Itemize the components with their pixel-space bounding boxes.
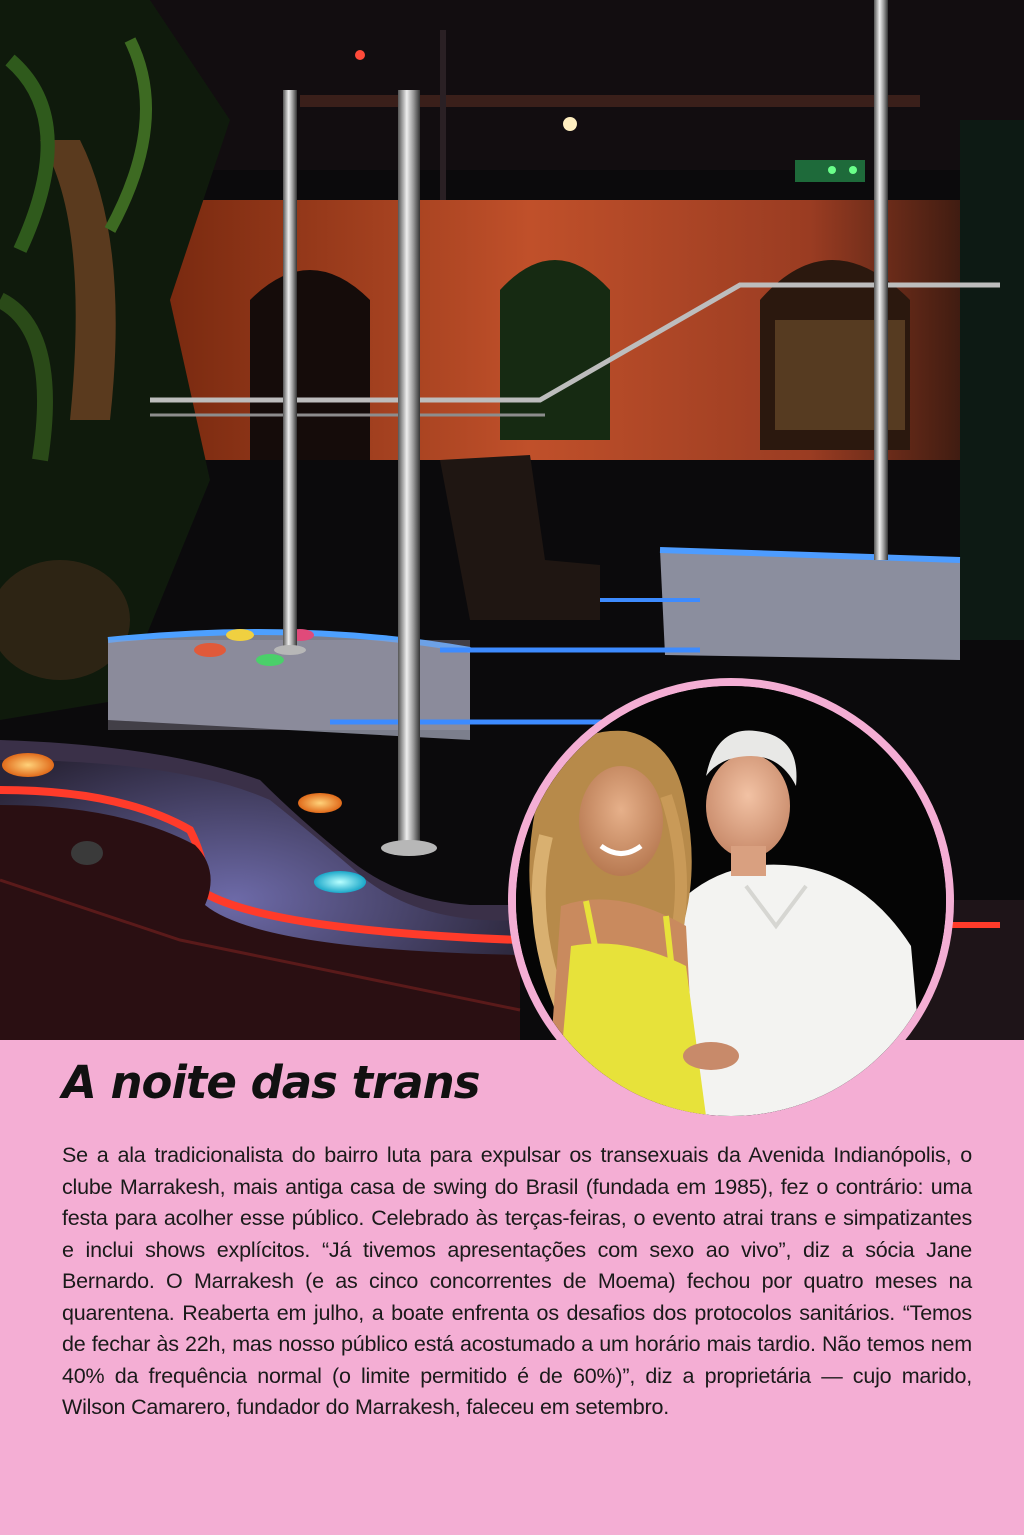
inset-photo-frame bbox=[508, 678, 954, 1124]
article-body: Se a ala tradicionalista do bairro luta para expulsar os transexuais da Avenida Indianópolis, o clube Marrakesh, mais antiga casa de swing do Brasil (fundada em 1985), fez o contrário: uma festa para acolher esse público. Celebrado às terças-feiras, o evento atrai trans e simpatizantes e inclui shows explícitos. “Já tivemos apresentações com sexo ao vivo”, diz a sócia Jane Bernardo. O Marrakesh (e as cinco concorrentes de Moema) fechou por quatro meses na quarentena. Reaberta em julho, a boate enfrenta os desafios dos protocolos sanitários. “Temos de fechar às 22h, mas nosso público está acostumado a um horário mais tardio. Não temos nem 40% da frequência normal (o limite permitido é de 60%)”, diz a proprietária — cujo marido, Wilson Camarero, fundador do Marrakesh, faleceu em setembro. bbox=[62, 1143, 972, 1419]
couple-portrait-photo bbox=[516, 686, 946, 1116]
article-headline: A noite das trans bbox=[62, 1056, 480, 1109]
